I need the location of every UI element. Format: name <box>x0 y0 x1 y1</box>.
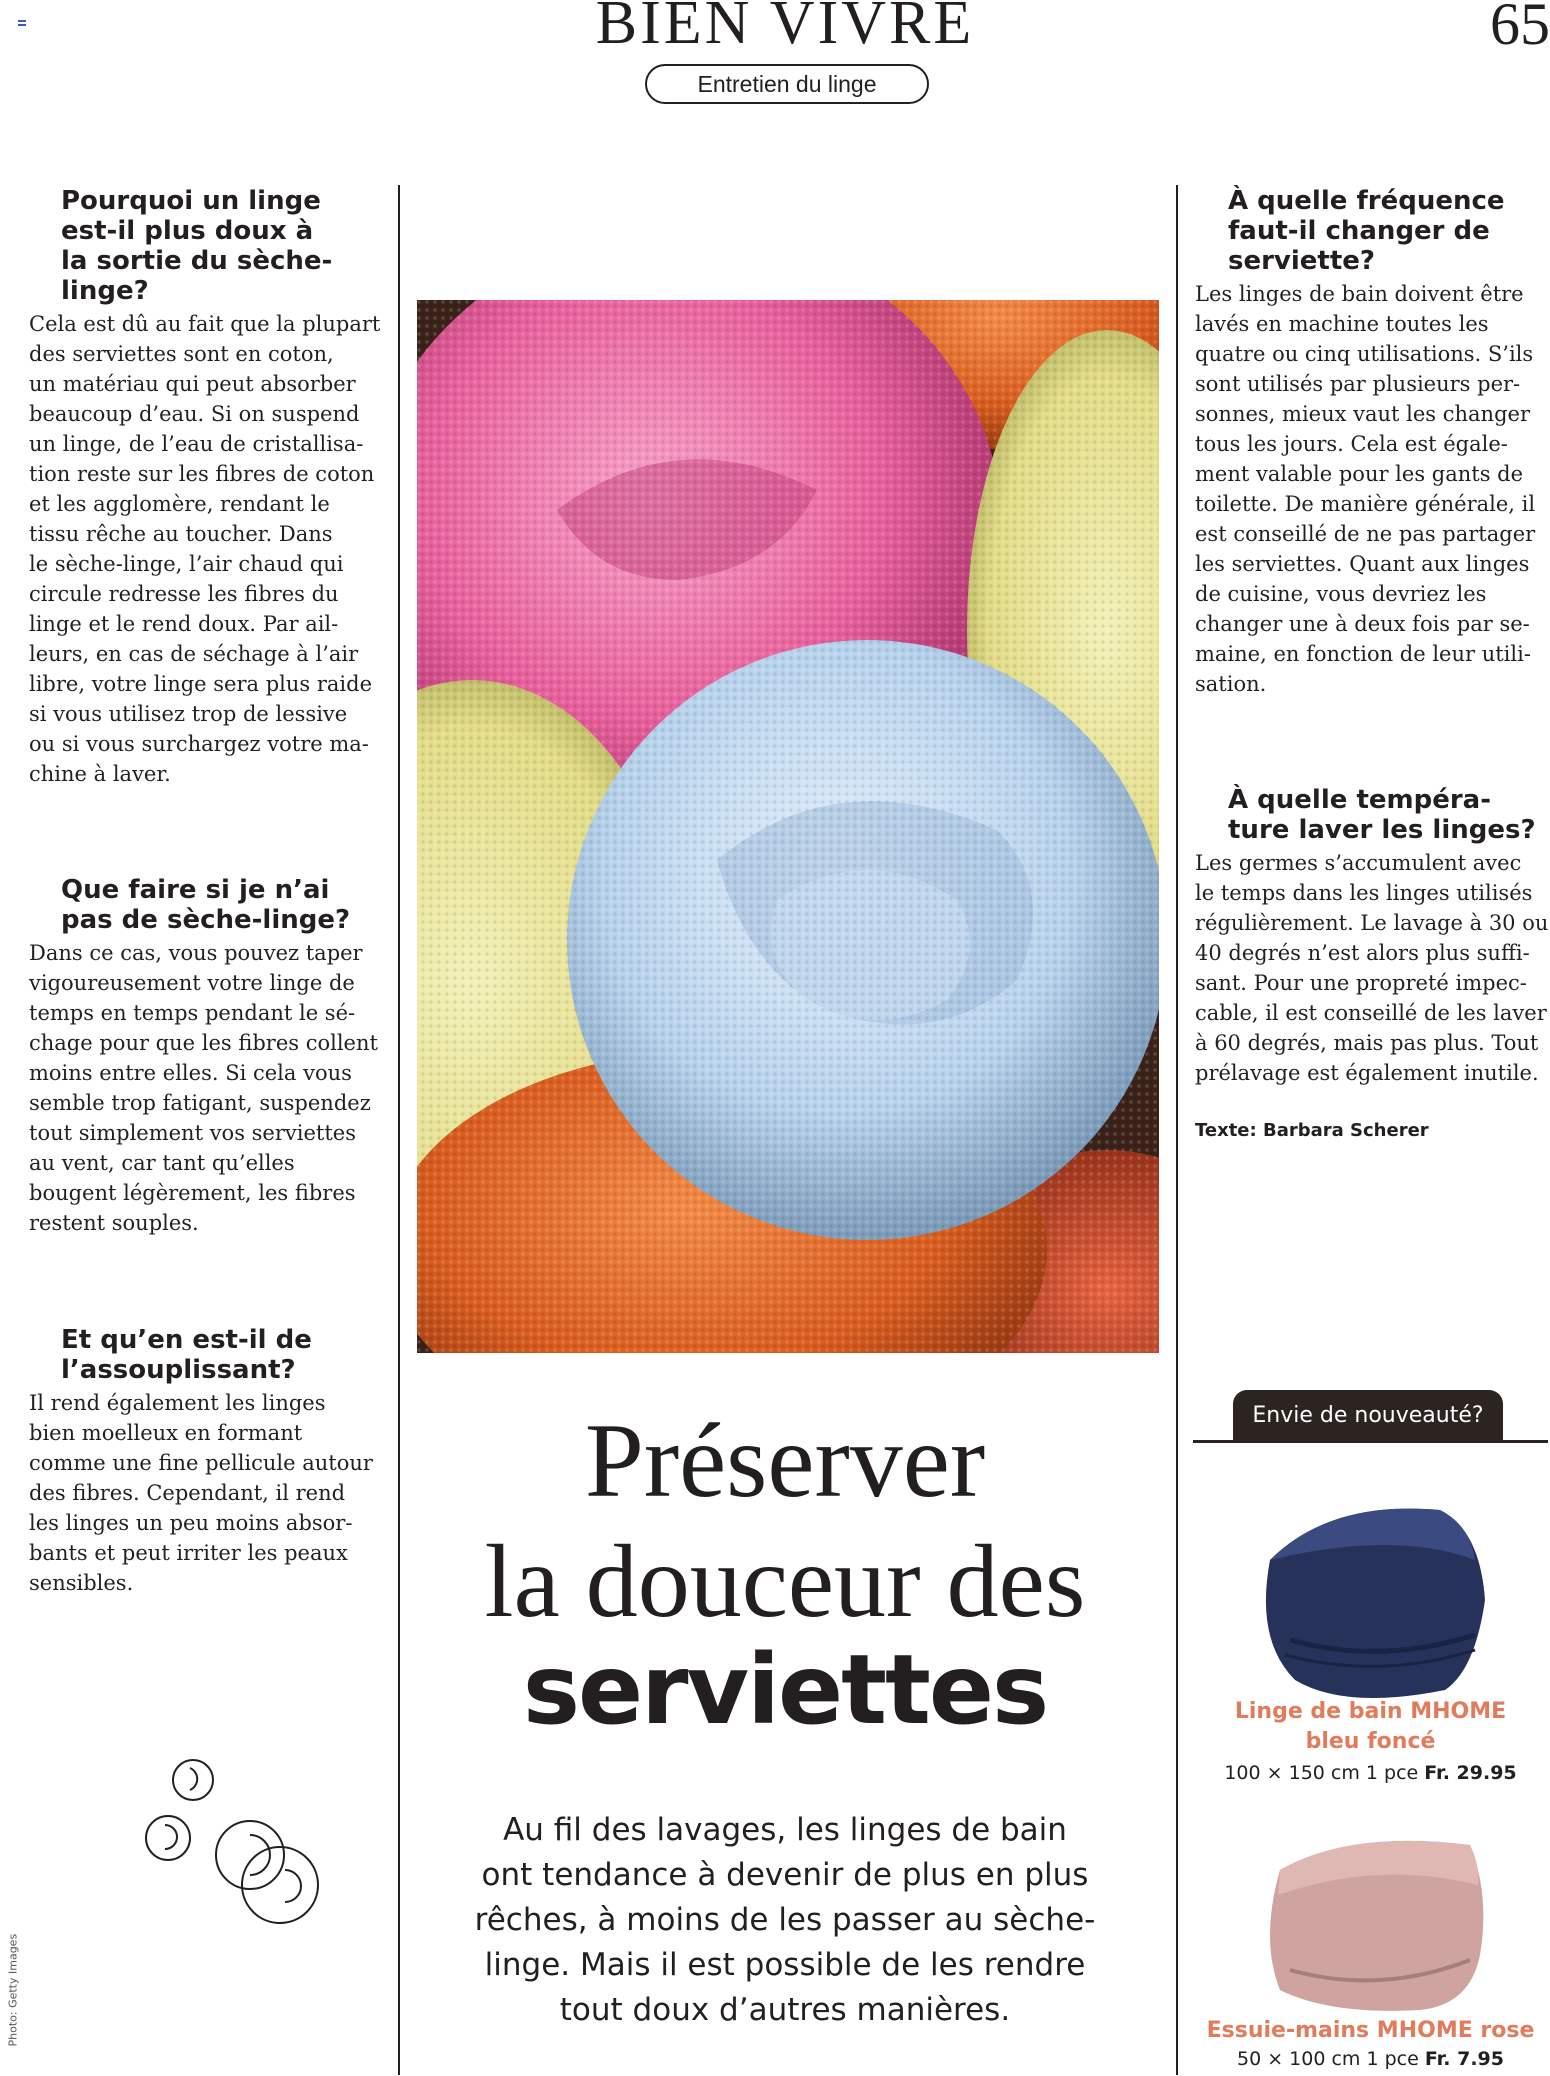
column-divider-left <box>398 185 400 2075</box>
body-line: tissu rêche au toucher. Dans <box>29 522 333 546</box>
intro-line: ont tendance à devenir de plus en plus <box>481 1857 1089 1893</box>
body-line: semble trop fatigant, suspendez <box>29 1091 371 1115</box>
body-line: circule redresse les fibres du <box>29 582 339 606</box>
product-size: 50 × 100 cm 1 pce <box>1237 2048 1419 2070</box>
body-line: sant. Pour une propreté impec- <box>1195 971 1527 995</box>
body-line: Les germes s’accumulent avec <box>1195 851 1522 875</box>
heading-line: linge? <box>61 276 149 306</box>
body-line: Il rend également les linges <box>29 1391 326 1415</box>
product-size: 100 × 150 cm 1 pce <box>1224 1762 1419 1784</box>
body-line: le sèche-linge, l’air chaud qui <box>29 552 344 576</box>
intro-paragraph <box>440 1808 1130 2033</box>
topic-pill: Entretien du linge <box>645 64 929 104</box>
body-line: un linge, de l’eau de cristallisa- <box>29 432 364 456</box>
intro-line: Au fil des lavages, les linges de bain <box>503 1812 1067 1848</box>
qa-body-4 <box>1195 279 1535 699</box>
qa-body-1 <box>29 309 380 789</box>
body-line: et les agglomère, rendant le <box>29 492 330 516</box>
body-line: les linges un peu moins absor- <box>29 1511 353 1535</box>
heading-line: l’assouplissant? <box>61 1355 296 1385</box>
body-line: toilette. De manière générale, il <box>1195 492 1536 516</box>
intro-line: rêches, à moins de les passer au sèche- <box>474 1902 1096 1938</box>
section-title: BIEN VIVRE <box>595 0 975 57</box>
heading-line: pas de sèche-linge? <box>61 905 351 935</box>
qa-heading-4 <box>1228 186 1505 276</box>
body-line: ment valable pour les gants de <box>1195 462 1524 486</box>
body-line: moins entre elles. Si cela vous <box>29 1061 352 1085</box>
promo-tab: Envie de nouveauté? <box>1233 1390 1503 1442</box>
photo-credit: Photo: Getty Images <box>6 1933 20 2047</box>
body-line: tout simplement vos serviettes <box>29 1121 356 1145</box>
heading-line: À quelle fréquence <box>1228 186 1505 216</box>
body-line: de cuisine, vous devriez les <box>1195 582 1487 606</box>
body-line: changer une à deux fois par se- <box>1195 612 1530 636</box>
qa-heading-5 <box>1228 785 1536 845</box>
qa-body-3 <box>29 1388 373 1598</box>
body-line: ou si vous surchargez votre ma- <box>29 732 369 756</box>
product-meta-1 <box>1193 1762 1548 1784</box>
body-line: des fibres. Cependant, il rend <box>29 1481 346 1505</box>
qa-body-5 <box>1195 848 1548 1088</box>
page-number: 65 <box>1490 0 1550 57</box>
body-line: sont utilisés par plusieurs per- <box>1195 372 1521 396</box>
heading-line: À quelle tempéra- <box>1228 785 1491 815</box>
body-line: chine à laver. <box>29 762 171 786</box>
corner-mark <box>18 20 26 26</box>
body-line: au vent, car tant qu’elles <box>29 1151 295 1175</box>
promo-rule <box>1193 1440 1548 1443</box>
headline-line-2: la douceur des <box>484 1524 1086 1639</box>
product-price: Fr. 29.95 <box>1424 1762 1517 1784</box>
author-credit: Texte: Barbara Scherer <box>1195 1120 1429 1141</box>
product-price: Fr. 7.95 <box>1424 2048 1504 2070</box>
body-line: à 60 degrés, mais pas plus. Tout <box>1195 1031 1539 1055</box>
pink-towel-image <box>1250 1830 1500 2020</box>
body-line: un matériau qui peut absorber <box>29 372 356 396</box>
intro-line: tout doux d’autres manières. <box>559 1992 1011 2028</box>
product-name-line: Essuie-mains MHOME rose <box>1206 2018 1535 2043</box>
body-line: régulièrement. Le lavage à 30 ou <box>1195 911 1549 935</box>
body-line: Les linges de bain doivent être <box>1195 282 1524 306</box>
body-line: si vous utilisez trop de lessive <box>29 702 348 726</box>
body-line: comme une fine pellicule autour <box>29 1451 373 1475</box>
qa-heading-1 <box>61 186 332 306</box>
heading-line: est-il plus doux à <box>61 216 314 246</box>
body-line: le temps dans les linges utilisés <box>1195 881 1533 905</box>
navy-towel-image <box>1250 1490 1500 1715</box>
qa-heading-3 <box>61 1325 312 1385</box>
headline-line-3: serviettes <box>522 1634 1048 1746</box>
heading-line: Que faire si je n’ai <box>61 875 330 905</box>
body-line: bien moelleux en formant <box>29 1421 303 1445</box>
body-line: Cela est dû au fait que la plupart <box>29 312 381 336</box>
qa-heading-2 <box>61 875 350 935</box>
heading-line: serviette? <box>1228 246 1375 276</box>
body-line: restent souples. <box>29 1211 199 1235</box>
heading-line: Et qu’en est-il de <box>61 1325 312 1355</box>
heading-line: ture laver les linges? <box>1228 815 1536 845</box>
product-name-line: Linge de bain MHOME <box>1234 1699 1507 1724</box>
heading-line: faut-il changer de <box>1228 216 1490 246</box>
body-line: sensibles. <box>29 1571 134 1595</box>
body-line: maine, en fonction de leur utili- <box>1195 642 1531 666</box>
heading-line: Pourquoi un linge <box>61 186 321 216</box>
body-line: prélavage est également inutile. <box>1195 1061 1539 1085</box>
body-line: bants et peut irriter les peaux <box>29 1541 348 1565</box>
body-line: libre, votre linge sera plus raide <box>29 672 373 696</box>
heading-line: la sortie du sèche- <box>61 246 333 276</box>
column-divider-right <box>1176 185 1178 2075</box>
body-line: 40 degrés n’est alors plus suffi- <box>1195 941 1530 965</box>
product-name-2 <box>1193 2016 1548 2046</box>
body-line: beaucoup d’eau. Si on suspend <box>29 402 360 426</box>
body-line: des serviettes sont en coton, <box>29 342 334 366</box>
body-line: tous les jours. Cela est égale- <box>1195 432 1508 456</box>
product-name-1 <box>1193 1697 1548 1757</box>
body-line: chage pour que les fibres collent <box>29 1031 378 1055</box>
product-meta-2 <box>1193 2048 1548 2070</box>
body-line: temps en temps pendant le sé- <box>29 1001 356 1025</box>
soap-bubbles-icon <box>135 1755 335 1955</box>
body-line: lavés en machine toutes les <box>1195 312 1489 336</box>
body-line: quatre ou cinq utilisations. S’ils <box>1195 342 1534 366</box>
body-line: cable, il est conseillé de les laver <box>1195 1001 1547 1025</box>
body-line: bougent légèrement, les fibres <box>29 1181 356 1205</box>
headline-line-1: Préserver <box>584 1402 986 1519</box>
body-line: les serviettes. Quant aux linges <box>1195 552 1530 576</box>
body-line: vigoureusement votre linge de <box>29 971 355 995</box>
body-line: tion reste sur les fibres de coton <box>29 462 375 486</box>
towels-photo <box>417 300 1159 1353</box>
body-line: sation. <box>1195 672 1267 696</box>
body-line: Dans ce cas, vous pouvez taper <box>29 941 363 965</box>
body-line: est conseillé de ne pas partager <box>1195 522 1536 546</box>
body-line: sonnes, mieux vaut les changer <box>1195 402 1530 426</box>
body-line: linge et le rend doux. Par ail- <box>29 612 339 636</box>
body-line: leurs, en cas de séchage à l’air <box>29 642 359 666</box>
intro-line: linge. Mais il est possible de les rendre <box>484 1947 1086 1983</box>
qa-body-2 <box>29 938 378 1238</box>
product-name-line: bleu foncé <box>1305 1729 1436 1754</box>
